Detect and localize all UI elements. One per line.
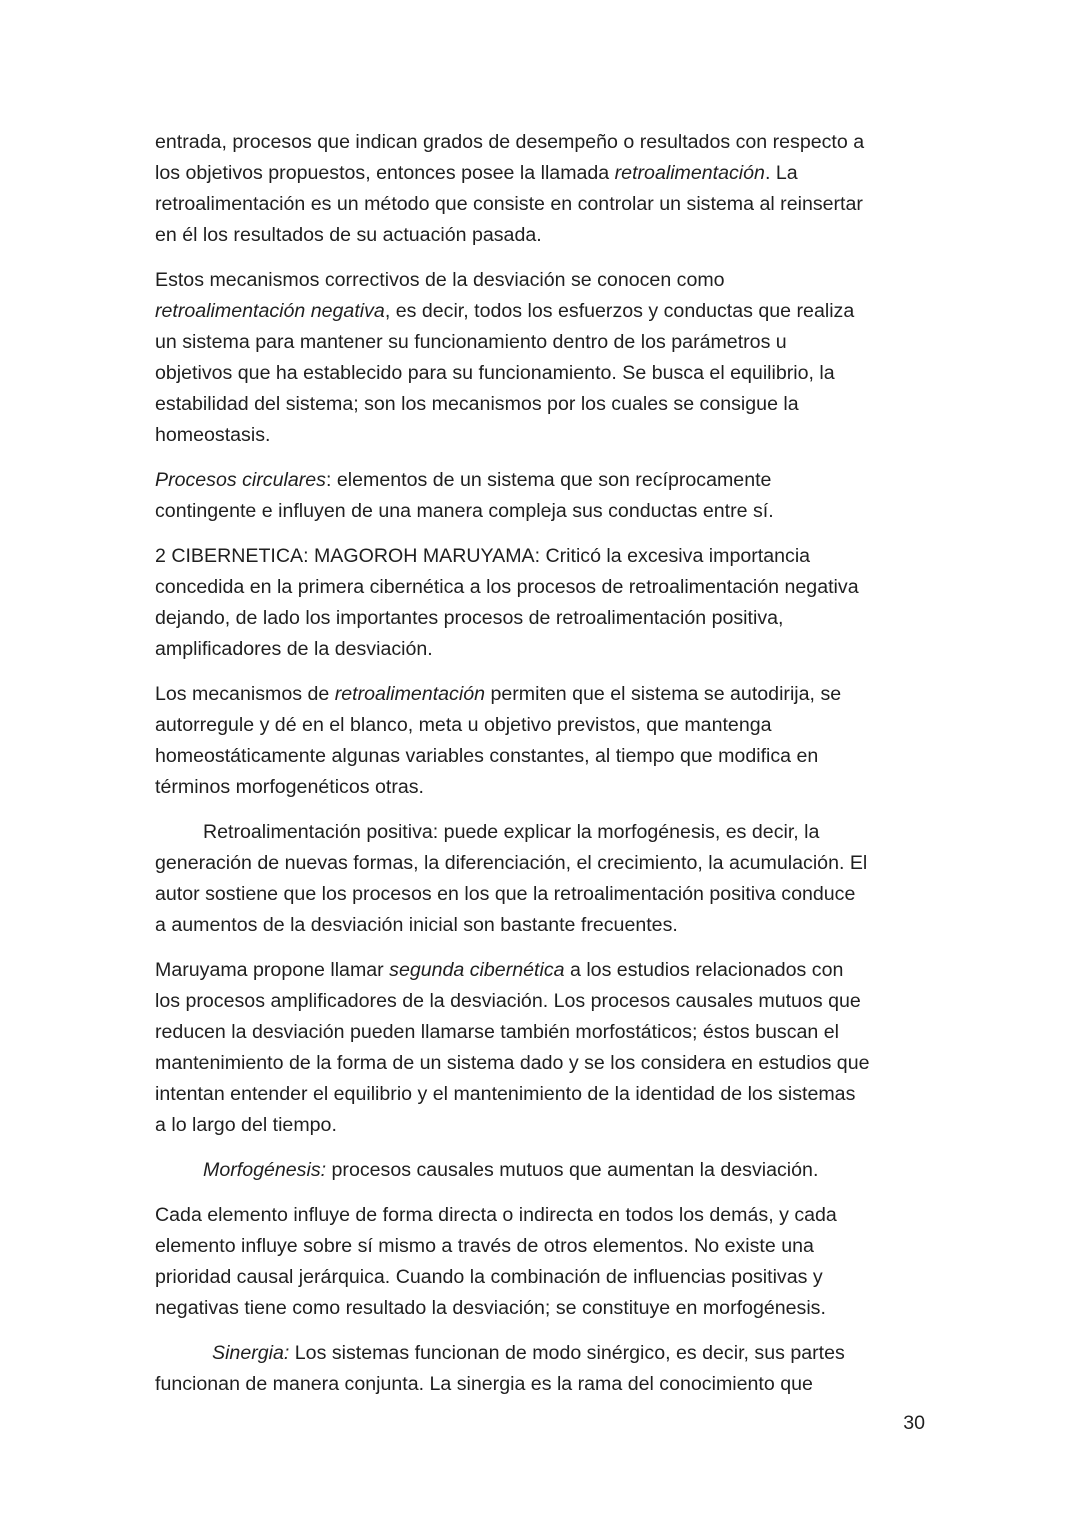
text-line [155,634,945,665]
text-run: 2 CIBERNETICA: MAGOROH MARUYAMA: Criticó la excesiva importancia [155,545,811,567]
text-line [155,465,945,496]
text-line [155,772,945,803]
text-line [155,572,945,603]
document-body [155,127,945,1414]
text-run: concedida en la primera cibernética a los procesos de retroalimentación negativa [155,576,859,598]
text-run: , es decir, todos los esfuerzos y conductas que realiza [384,300,855,322]
text-run: intentan entender el equilibrio y el mantenimiento de la identidad de los sistemas [155,1083,856,1105]
text-run: dejando, de lado los importantes procesos de retroalimentación positiva, [155,607,784,629]
text-run: a los estudios relacionados con [564,959,844,981]
text-run: a lo largo del tiempo. [155,1114,337,1136]
italic-term: Morfogénesis: [203,1159,327,1181]
italic-term: Procesos circulares [155,469,326,491]
text-line [155,1293,945,1324]
text-run: generación de nuevas formas, la diferenciación, el crecimiento, la acumulación. El [155,852,868,874]
text-run: los objetivos propuestos, entonces posee la llamada [155,162,615,184]
text-line [155,389,945,420]
text-run: autorregule y dé en el blanco, meta u objetivo previstos, que mantenga [155,714,772,736]
paragraph [155,679,945,803]
text-run: en él los resultados de su actuación pasada. [155,224,542,246]
text-run: autor sostiene que los procesos en los que la retroalimentación positiva conduce [155,883,856,905]
text-line [155,741,945,772]
paragraph [155,127,945,251]
paragraph [155,1338,945,1400]
text-run: términos morfogenéticos otras. [155,776,424,798]
text-run: homeostáticamente algunas variables constantes, al tiempo que modifica en [155,745,819,767]
text-line [155,265,945,296]
text-line [155,541,945,572]
text-line [155,127,945,158]
page-number: 30 [903,1412,925,1434]
text-run: prioridad causal jerárquica. Cuando la combinación de influencias positivas y [155,1266,823,1288]
italic-term: retroalimentación [614,162,765,184]
text-line [155,1200,945,1231]
text-line [155,1017,945,1048]
paragraph [155,1200,945,1324]
paragraph [155,955,945,1141]
text-run: Cada elemento influye de forma directa o indirecta en todos los demás, y cada [155,1204,837,1226]
text-run: permiten que el sistema se autodirija, se [485,683,842,705]
text-run: funcionan de manera conjunta. La sinergia es la rama del conocimiento que [155,1373,813,1395]
text-line [155,710,945,741]
italic-term: retroalimentación [334,683,485,705]
text-line [155,1338,945,1369]
text-run: entrada, procesos que indican grados de desempeño o resultados con respecto a [155,131,865,153]
text-line [155,848,945,879]
text-line [155,1262,945,1293]
text-run: amplificadores de la desviación. [155,638,433,660]
text-line [155,1110,945,1141]
text-line [155,296,945,327]
italic-term: retroalimentación negativa [155,300,385,322]
paragraph [155,265,945,451]
text-run: estabilidad del sistema; son los mecanismos por los cuales se consigue la [155,393,799,415]
text-run: negativas tiene como resultado la desviación; se constituye en morfogénesis. [155,1297,826,1319]
text-line [155,220,945,251]
text-run: elemento influye sobre sí mismo a través de otros elementos. No existe una [155,1235,814,1257]
text-line [155,327,945,358]
paragraph [155,541,945,665]
text-line [155,1155,945,1186]
text-run: mantenimiento de la forma de un sistema dado y se los considera en estudios que [155,1052,870,1074]
text-run: Estos mecanismos correctivos de la desviación se conocen como [155,269,725,291]
text-run: : elementos de un sistema que son recíprocamente [325,469,772,491]
italic-term: Sinergia: [212,1342,290,1364]
text-run: Los sistemas funcionan de modo sinérgico, es decir, sus partes [289,1342,845,1364]
text-run: objetivos que ha establecido para su funcionamiento. Se busca el equilibrio, la [155,362,835,384]
text-line [155,189,945,220]
text-run: Los mecanismos de [155,683,335,705]
text-line [155,603,945,634]
text-line [155,496,945,527]
text-run: los procesos amplificadores de la desviación. Los procesos causales mutuos que [155,990,861,1012]
text-run: homeostasis. [155,424,271,446]
text-line [155,358,945,389]
text-line [155,879,945,910]
text-line [155,1048,945,1079]
text-line [155,955,945,986]
text-line [155,1079,945,1110]
text-line [155,679,945,710]
text-line [155,158,945,189]
text-line [155,1231,945,1262]
text-run: Retroalimentación positiva: puede explicar la morfogénesis, es decir, la [203,821,820,843]
italic-term: segunda cibernética [389,959,565,981]
text-line [155,986,945,1017]
text-run: retroalimentación es un método que consiste en controlar un sistema al reinsertar [155,193,863,215]
text-run: a aumentos de la desviación inicial son bastante frecuentes. [155,914,678,936]
text-line [155,910,945,941]
text-line [155,1369,945,1400]
text-run: Maruyama propone llamar [155,959,390,981]
text-run: contingente e influyen de una manera compleja sus conductas entre sí. [155,500,774,522]
paragraph [155,817,945,941]
paragraph [155,1155,945,1186]
text-line [155,420,945,451]
text-run: . La [764,162,798,184]
paragraph [155,465,945,527]
text-line [155,817,945,848]
text-run: un sistema para mantener su funcionamiento dentro de los parámetros u [155,331,787,353]
text-run: reducen la desviación pueden llamarse también morfostáticos; éstos buscan el [155,1021,839,1043]
text-run: procesos causales mutuos que aumentan la desviación. [326,1159,819,1181]
